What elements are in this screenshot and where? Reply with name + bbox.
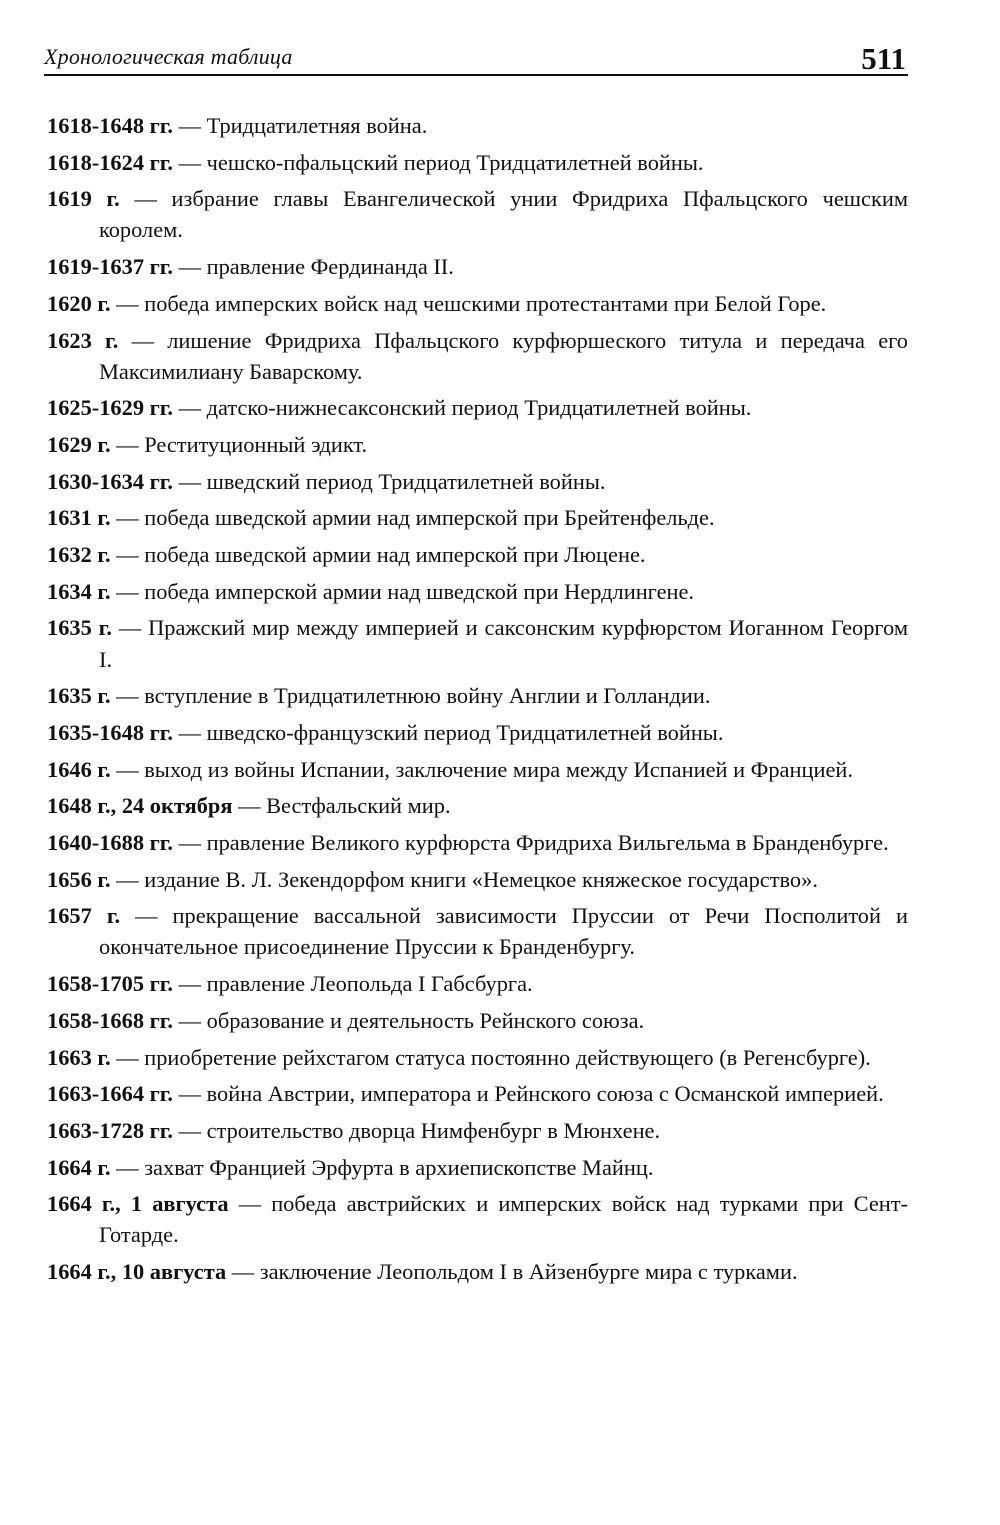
chronology-entry xyxy=(47,251,908,282)
entry-text: — правление Леопольда I Габсбурга. xyxy=(173,971,533,997)
entry-text: — датско-нижнесаксонский период Тридцатилетней войны. xyxy=(173,395,752,421)
chronology-entry xyxy=(47,754,908,785)
entry-text: — заключение Леопольдом I в Айзенбурге мира с турками. xyxy=(226,1259,798,1285)
running-title: Хронологическая таблица xyxy=(44,44,293,69)
chronology-entry xyxy=(47,1256,908,1287)
entry-date: 1618-1648 гг. xyxy=(47,113,174,138)
entry-date: 1663 г. xyxy=(47,1044,111,1070)
chronology-entry xyxy=(47,1005,908,1036)
chronology-entry xyxy=(47,900,908,962)
entry-text: — приобретение рейхстагом статуса постоянно действующего (в Регенсбурге). xyxy=(110,1044,871,1070)
entry-date: 1658-1705 гг. xyxy=(47,971,174,997)
entry-date: 1631 г. xyxy=(47,505,111,531)
entry-date: 1646 г. xyxy=(47,756,111,782)
entry-date: 1648 г., 24 октября xyxy=(47,793,233,819)
entry-text: — Вестфальский мир. xyxy=(232,793,451,819)
entry-date: 1625-1629 гг. xyxy=(47,395,174,421)
entry-text: — прекращение вассальной зависимости Пруссии от Речи Посполитой и окончательное присоединение Пруссии к Бранденбургу. xyxy=(99,903,909,960)
entry-date: 1619-1637 гг. xyxy=(47,254,174,280)
entry-date: 1664 г. xyxy=(47,1154,111,1180)
chronology-entry xyxy=(47,1078,908,1109)
chronology-entry xyxy=(47,110,908,141)
entry-date: 1619 г. xyxy=(47,186,120,212)
entry-date: 1634 г. xyxy=(47,578,111,604)
running-header xyxy=(44,38,908,76)
entry-date: 1658-1668 гг. xyxy=(47,1007,174,1033)
chronology-entry xyxy=(47,539,908,570)
chronology-entry xyxy=(47,392,908,423)
entry-text: — победа имперской армии над шведской при Нердлингене. xyxy=(110,578,695,604)
entry-text: — издание В. Л. Зекендорфом книги «Немецкое княжеское государство». xyxy=(110,866,818,892)
entry-date: 1664 г., 10 августа xyxy=(47,1259,227,1285)
chronology-entry xyxy=(47,1042,908,1073)
chronology-entry xyxy=(47,429,908,460)
entry-text: — строительство дворца Нимфенбург в Мюнхене. xyxy=(173,1117,661,1143)
chronology-entry xyxy=(47,827,908,858)
entry-date: 1640-1688 гг. xyxy=(47,829,174,855)
entry-date: 1632 г. xyxy=(47,542,111,568)
entry-text: — Тридцатилетняя война. xyxy=(173,113,428,138)
entry-text: — Пражский мир между империей и саксонским курфюрстом Иоганном Георгом I. xyxy=(99,615,908,672)
chronology-entry xyxy=(47,680,908,711)
entry-text: — правление Фердинанда II. xyxy=(173,254,454,280)
entry-date: 1657 г. xyxy=(47,903,121,929)
chronology-entry xyxy=(47,1188,908,1250)
chronology-entry xyxy=(47,576,908,607)
entry-text: — шведский период Тридцатилетней войны. xyxy=(173,468,606,494)
entry-date: 1663-1664 гг. xyxy=(47,1081,174,1107)
chronology-entry xyxy=(47,1115,908,1146)
entry-text: — избрание главы Евангелической унии Фридриха Пфальцского чешским королем. xyxy=(99,186,908,243)
chronology-entry xyxy=(47,325,908,387)
entry-text: — победа имперских войск над чешскими протестантами при Белой Горе. xyxy=(110,290,827,316)
entry-date: 1635 г. xyxy=(47,683,111,709)
chronology-entry xyxy=(47,147,908,178)
entry-text: — шведско-французский период Тридцатилетней войны. xyxy=(173,719,724,745)
page-number: 511 xyxy=(861,41,906,76)
chronology-entry xyxy=(47,502,908,533)
entry-date: 1656 г. xyxy=(47,866,111,892)
entry-text: — лишение Фридриха Пфальцского курфюршеского титула и передача его Максимилиану Баварскому. xyxy=(99,327,909,384)
entry-text: — захват Францией Эрфурта в архиепископстве Майнц. xyxy=(110,1154,654,1180)
chronology-entry xyxy=(47,968,908,999)
entry-date: 1635-1648 гг. xyxy=(47,719,174,745)
entry-date: 1663-1728 гг. xyxy=(47,1117,174,1143)
chronology-entry xyxy=(47,466,908,497)
entry-text: — вступление в Тридцатилетнюю войну Англии и Голландии. xyxy=(110,683,711,709)
chronology-entry xyxy=(47,717,908,748)
chronology-list xyxy=(47,110,908,1293)
chronology-entry xyxy=(47,612,908,674)
entry-text: — чешско-пфальцский период Тридцатилетней войны. xyxy=(173,149,704,175)
entry-date: 1635 г. xyxy=(47,615,112,641)
chronology-entry xyxy=(47,1152,908,1183)
entry-text: — Реституционный эдикт. xyxy=(110,432,368,457)
entry-date: 1629 г. xyxy=(47,432,111,457)
entry-date: 1623 г. xyxy=(47,327,119,353)
entry-text: — правление Великого курфюрста Фридриха Вильгельма в Бранденбурге. xyxy=(173,829,889,855)
entry-text: — победа австрийских и имперских войск над турками при Сент-Готарде. xyxy=(99,1191,908,1248)
entry-text: — война Австрии, императора и Рейнского союза с Османской империей. xyxy=(173,1081,884,1107)
entry-text: — победа шведской армии над имперской при Брейтенфельде. xyxy=(110,505,715,531)
chronology-entry xyxy=(47,790,908,821)
entry-date: 1664 г., 1 августа xyxy=(47,1191,229,1217)
chronology-entry xyxy=(47,288,908,319)
entry-text: — победа шведской армии над имперской при Люцене. xyxy=(110,542,646,568)
entry-date: 1630-1634 гг. xyxy=(47,468,174,494)
entry-text: — образование и деятельность Рейнского союза. xyxy=(173,1007,645,1033)
chronology-entry xyxy=(47,183,908,245)
entry-text: — выход из войны Испании, заключение мира между Испанией и Францией. xyxy=(110,756,853,782)
entry-date: 1620 г. xyxy=(47,290,111,316)
entry-date: 1618-1624 гг. xyxy=(47,149,174,175)
chronology-entry xyxy=(47,864,908,895)
